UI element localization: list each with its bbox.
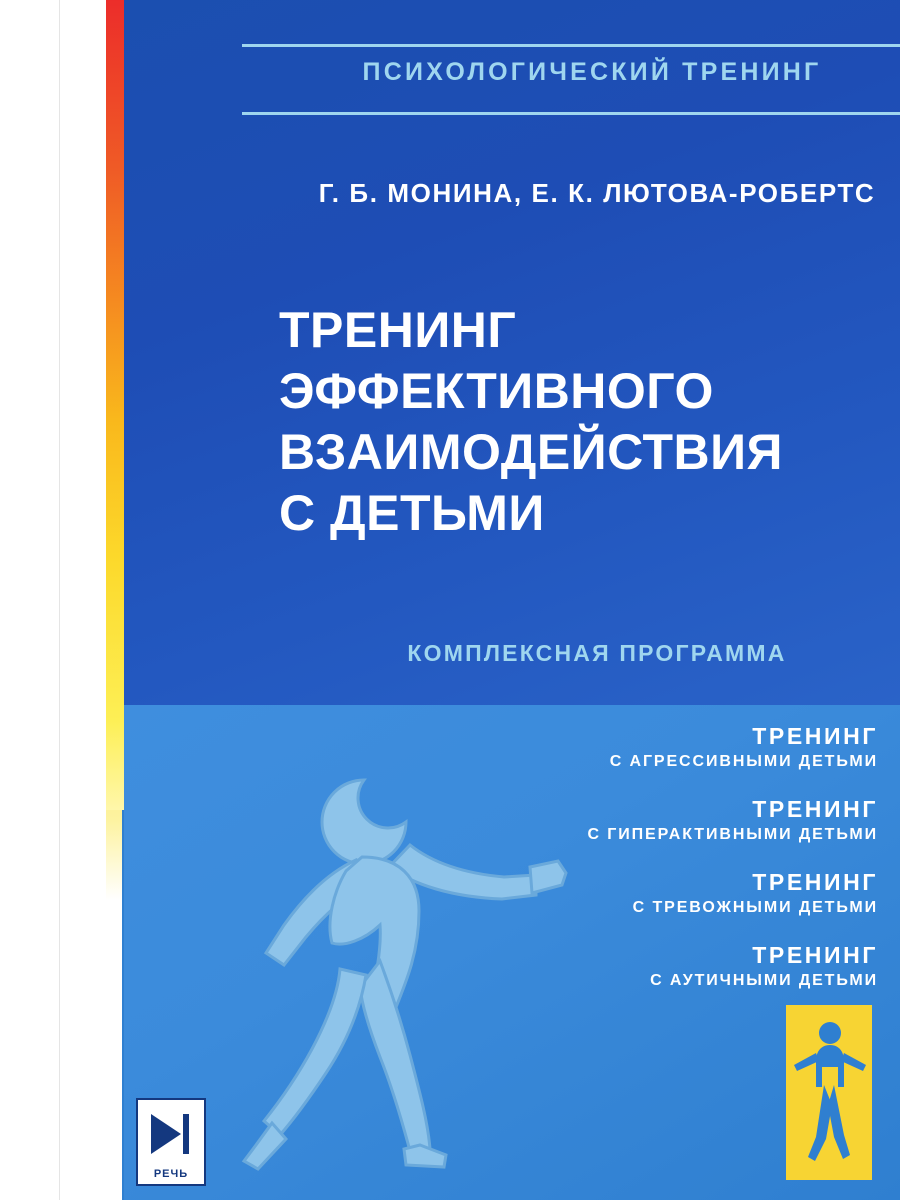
book-title	[279, 300, 900, 544]
book-title-line-4: С ДЕТЬМИ	[279, 485, 545, 541]
module-item	[398, 723, 878, 774]
walking-person-icon	[786, 1005, 872, 1180]
series-divider-bottom	[242, 112, 900, 115]
module-subtitle: С ТРЕВОЖНЫМИ ДЕТЬМИ	[632, 899, 878, 916]
book-cover	[60, 0, 900, 1200]
book-title-line-2: ЭФФЕКТИВНОГО	[279, 363, 714, 419]
series-badge	[786, 1005, 872, 1180]
module-item	[398, 796, 878, 847]
module-title: ТРЕНИНГ	[752, 869, 878, 895]
publisher-name: РЕЧЬ	[153, 1168, 189, 1180]
book-subtitle: КОМПЛЕКСНАЯ ПРОГРАММА	[407, 640, 787, 666]
cover-bottom-block	[124, 705, 900, 1200]
series-label: ПСИХОЛОГИЧЕСКИЙ ТРЕНИНГ	[362, 58, 822, 86]
training-modules-list	[398, 723, 878, 1015]
publisher-mark-icon	[147, 1110, 193, 1158]
module-title: ТРЕНИНГ	[752, 942, 878, 968]
authors: Г. Б. МОНИНА, Е. К. ЛЮТОВА-РОБЕРТС	[318, 178, 876, 208]
module-subtitle: С ГИПЕРАКТИВНЫМИ ДЕТЬМИ	[587, 826, 878, 843]
module-title: ТРЕНИНГ	[752, 796, 878, 822]
series-divider-top	[242, 44, 900, 47]
module-item	[398, 942, 878, 993]
module-subtitle: С АГРЕССИВНЫМИ ДЕТЬМИ	[609, 753, 878, 770]
module-item	[398, 869, 878, 920]
module-subtitle: С АУТИЧНЫМИ ДЕТЬМИ	[650, 972, 878, 989]
publisher-logo	[136, 1098, 206, 1186]
stripe-white-gap	[60, 0, 106, 1200]
module-title: ТРЕНИНГ	[752, 723, 878, 749]
book-title-line-1: ТРЕНИНГ	[279, 302, 517, 358]
cover-top-block	[124, 0, 900, 705]
book-title-line-3: ВЗАИМОДЕЙСТВИЯ	[279, 424, 783, 480]
color-stripe	[106, 0, 124, 810]
